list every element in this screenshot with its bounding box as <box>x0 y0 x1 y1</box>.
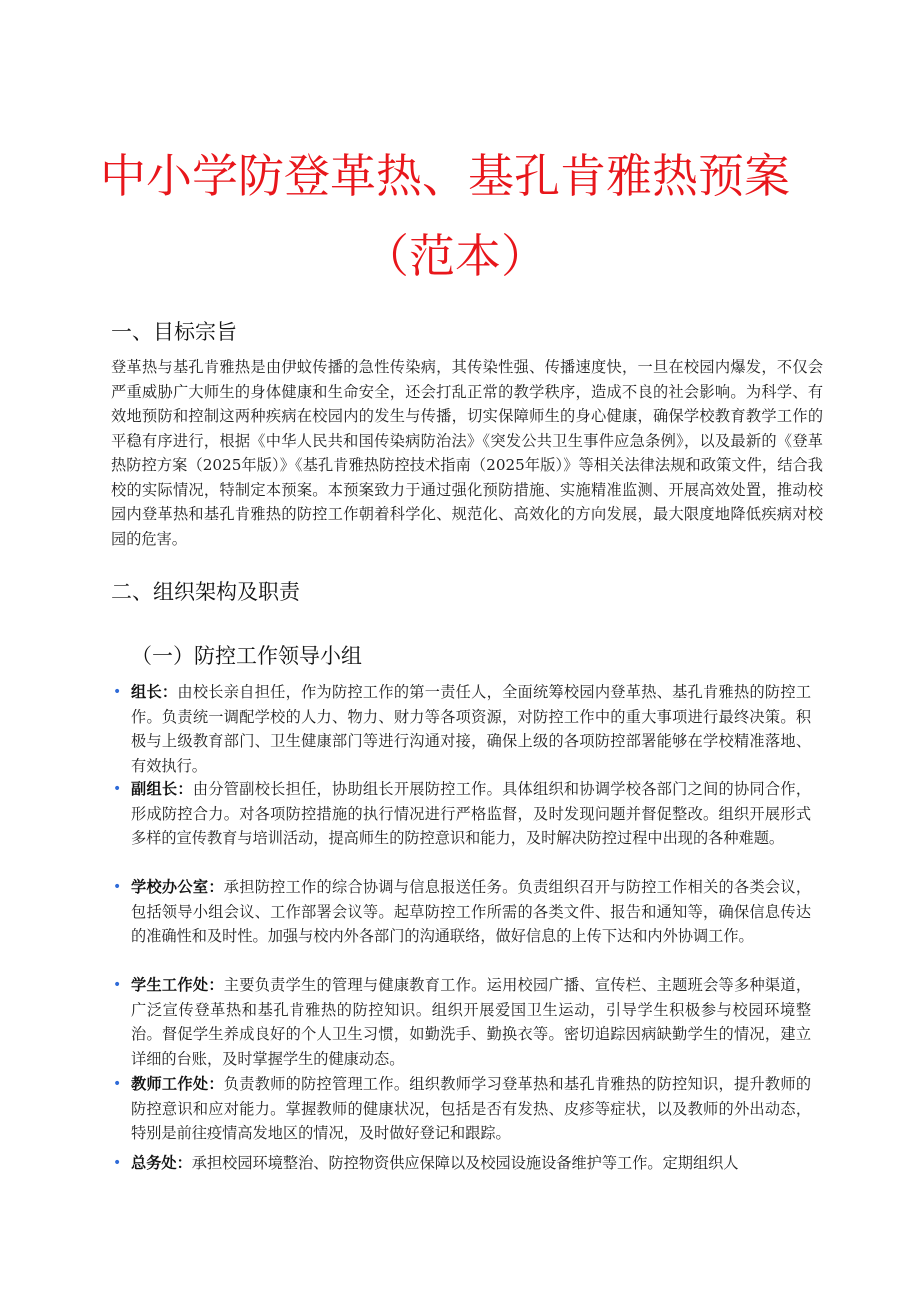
item-separator: ： <box>208 976 224 994</box>
list-item-general-affairs <box>131 1151 811 1176</box>
bullet-icon: • <box>113 1076 122 1092</box>
document-subtitle: （范本） <box>363 229 547 283</box>
item-text: 负责教师的防控管理工作。组织教师学习登革热和基孔肯雅热的防控知识，提升教师的防控意识和应对能力。掌握教师的健康状况，包括是否有发热、皮疹等症状，以及教师的外出动态，特别是前往疫情高发地区的情况，及时做好登记和跟踪。 <box>131 1075 812 1142</box>
item-label: 组长 <box>131 683 162 701</box>
item-separator: ： <box>208 878 224 896</box>
item-label: 副组长 <box>131 780 178 798</box>
item-separator: ： <box>161 683 178 701</box>
bullet-icon: • <box>113 879 122 895</box>
bullet-icon: • <box>113 1155 122 1171</box>
item-label: 学生工作处 <box>131 976 209 994</box>
item-label: 教师工作处 <box>131 1075 209 1093</box>
bullet-icon: • <box>113 684 122 700</box>
item-text: 承担防控工作的综合协调与信息报送任务。负责组织召开与防控工作相关的各类会议，包括领导小组会议、工作部署会议等。起草防控工作所需的各类文件、报告和通知等，确保信息传达的准确性和及时性。加强与校内外各部门的沟通联络，做好信息的上传下达和内外协调工作。 <box>131 878 812 945</box>
section-heading-goals: 一、目标宗旨 <box>111 320 237 344</box>
item-text: 由校长亲自担任，作为防控工作的第一责任人，全面统筹校园内登革热、基孔肯雅热的防控工作。负责统一调配学校的人力、物力、财力等各项资源，对防控工作中的重大事项进行最终决策。积极与上级教育部门、卫生健康部门等进行沟通对接，确保上级的各项防控部署能够在学校精准落地、有效执行。 <box>131 683 812 775</box>
list-item-school-office <box>131 875 811 949</box>
list-item-leader <box>131 680 811 778</box>
item-label: 学校办公室 <box>131 878 209 896</box>
item-text: 承担校园环境整治、防控物资供应保障以及校园设施设备维护等工作。定期组织人 <box>191 1154 739 1172</box>
section-heading-organization: 二、组织架构及职责 <box>111 580 300 604</box>
item-separator: ： <box>176 1154 192 1172</box>
goals-paragraph: 登革热与基孔肯雅热是由伊蚊传播的急性传染病，其传染性强、传播速度快，一旦在校园内爆发，不仅会严重威胁广大师生的身体健康和生命安全，还会打乱正常的教学秩序，造成不良的社会影响。为科学、有效地预防和控制这两种疾病在校园内的发生与传播，切实保障师生的身心健康，确保学校教育教学工作的平稳有序进行，根据《中华人民共和国传染病防治法》《突发公共卫生事件应急条例》，以及最新的《登革热防控方案（2025年版）》《基孔肯雅热防控技术指南（2025年版）》等相关法律法规和政策文件，结合我校的实际情况，特制定本预案。本预案致力于通过强化预防措施、实施精准监测、开展高效处置，推动校园内登革热和基孔肯雅热的防控工作朝着科学化、规范化、高效化的方向发展，最大限度地降低疾病对校园的危害。 <box>111 358 823 548</box>
list-item-student-affairs <box>131 973 811 1071</box>
item-label: 总务处 <box>131 1154 177 1172</box>
document-title: 中小学防登革热、基孔肯雅热预案 <box>100 149 790 203</box>
list-item-deputy-leader <box>131 777 811 851</box>
item-text: 主要负责学生的管理与健康教育工作。运用校园广播、宣传栏、主题班会等多种渠道，广泛宣传登革热和基孔肯雅热的防控知识。组织开展爱国卫生运动，引导学生积极参与校园环境整治。督促学生养成良好的个人卫生习惯，如勤洗手、勤换衣等。密切追踪因病缺勤学生的情况，建立详细的台账，及时掌握学生的健康动态。 <box>131 976 812 1068</box>
item-separator: ： <box>177 780 193 798</box>
subsection-heading-leading-group: （一）防控工作领导小组 <box>131 644 362 668</box>
item-separator: ： <box>208 1075 224 1093</box>
bullet-icon: • <box>113 781 122 797</box>
bullet-icon: • <box>113 977 122 993</box>
list-item-teacher-affairs <box>131 1072 811 1146</box>
item-text: 由分管副校长担任，协助组长开展防控工作。具体组织和协调学校各部门之间的协同合作，形成防控合力。对各项防控措施的执行情况进行严格监督，及时发现问题并督促整改。组织开展形式多样的宣传教育与培训活动，提高师生的防控意识和能力，及时解决防控过程中出现的各种难题。 <box>131 780 812 847</box>
